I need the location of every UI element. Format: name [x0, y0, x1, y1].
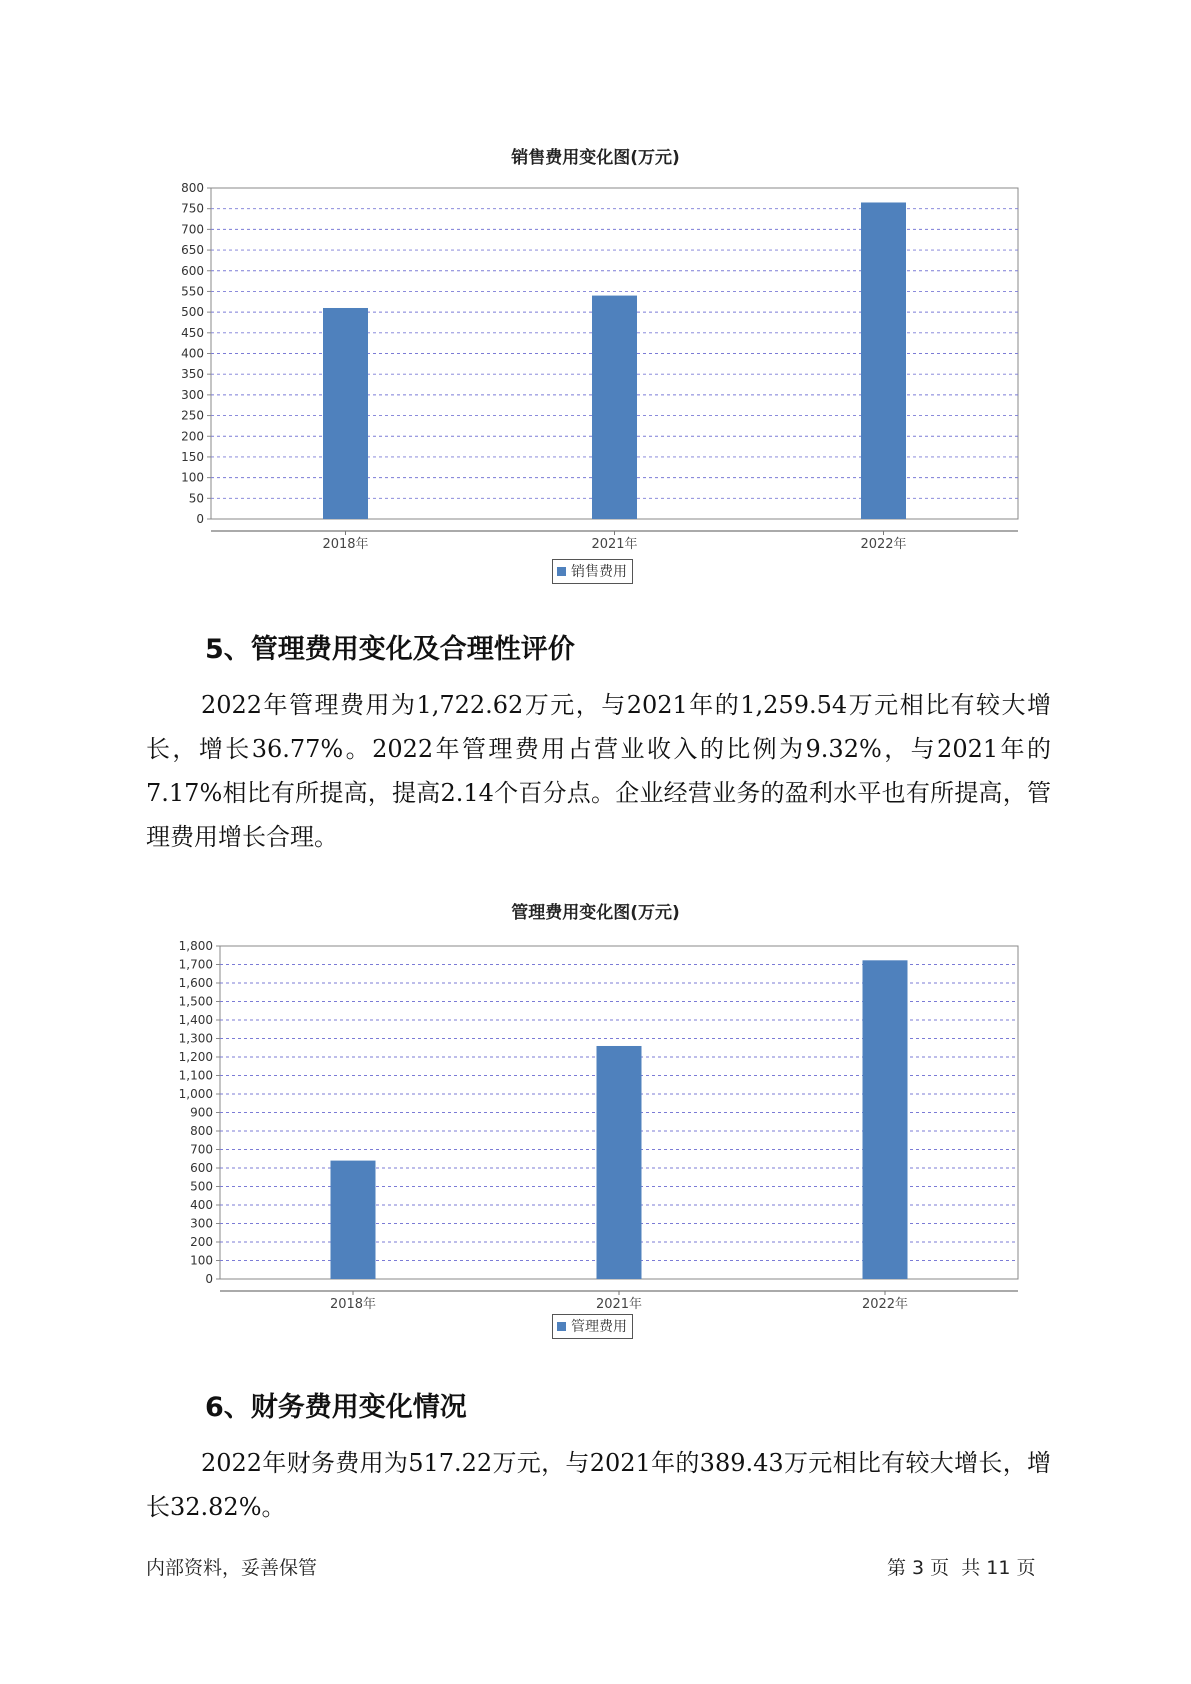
x-tick-label: 2022年 [860, 537, 907, 552]
footer-confidential-note: 内部资料，妥善保管 [146, 1557, 318, 1579]
y-tick-label: 0 [205, 1272, 213, 1286]
footer-page-number: 第 3 页 共 11 页 [887, 1557, 1036, 1579]
y-tick-label: 1,400 [178, 1013, 213, 1027]
legend-label: 管理费用 [571, 1319, 627, 1335]
y-tick-label: 450 [181, 325, 204, 340]
y-tick-label: 300 [181, 387, 204, 402]
legend-label: 销售费用 [571, 564, 627, 580]
y-tick-label: 500 [190, 1179, 213, 1194]
y-tick-label: 700 [181, 222, 204, 237]
y-tick-label: 1,600 [178, 976, 213, 990]
y-tick-label: 1,300 [178, 1031, 213, 1046]
admin-chart-legend [552, 1314, 633, 1339]
y-tick-label: 500 [181, 305, 204, 320]
y-tick-label: 100 [181, 470, 204, 485]
y-tick-label: 400 [181, 346, 204, 361]
y-tick-label: 200 [190, 1235, 213, 1249]
section-6-paragraph: 2022年财务费用为517.22万元，与2021年的389.43万元相比有较大增长，增长32.82%。 [146, 1449, 1051, 1521]
y-tick-label: 1,100 [178, 1068, 213, 1083]
y-tick-label: 900 [190, 1105, 213, 1120]
y-tick-label: 400 [190, 1198, 213, 1212]
y-tick-label: 200 [181, 429, 204, 444]
section-5-paragraph: 2022年管理费用为1,722.62万元，与2021年的1,259.54万元相比有较大增长，增长36.77%。2022年管理费用占营业收入的比例为9.32%，与2021年的7.17%相比有所提高，提高2.14个百分点。企业经营业务的盈利水平也有所提高，管理费用增长合理。 [146, 691, 1051, 851]
x-tick-label: 2021年 [591, 537, 638, 552]
y-tick-label: 150 [181, 449, 204, 464]
bar [331, 1161, 376, 1279]
y-tick-label: 700 [190, 1142, 213, 1157]
y-tick-label: 50 [188, 491, 204, 506]
y-tick-label: 800 [181, 181, 204, 195]
section-6-heading: 6、财务费用变化情况 [205, 1392, 467, 1423]
y-tick-label: 1,700 [178, 957, 213, 972]
y-tick-label: 750 [181, 201, 204, 216]
y-tick-label: 550 [181, 284, 204, 299]
x-tick-label: 2022年 [861, 1297, 909, 1312]
admin-chart-title: 管理费用变化图(万元) [511, 903, 680, 923]
y-tick-label: 0 [196, 512, 204, 526]
y-tick-label: 800 [190, 1124, 213, 1138]
y-tick-label: 1,200 [178, 1050, 213, 1064]
y-tick-label: 250 [181, 408, 204, 423]
x-tick-label: 2018年 [322, 537, 369, 552]
x-tick-label: 2021年 [595, 1297, 643, 1312]
section-5-heading: 5、管理费用变化及合理性评价 [205, 634, 575, 665]
sales-chart-title: 销售费用变化图(万元) [511, 148, 680, 168]
y-tick-label: 100 [190, 1253, 213, 1268]
y-tick-label: 600 [190, 1161, 213, 1175]
x-tick-label: 2018年 [329, 1297, 377, 1312]
y-tick-label: 1,000 [178, 1087, 213, 1101]
bar [863, 960, 908, 1279]
y-tick-label: 600 [181, 263, 204, 278]
y-tick-label: 300 [190, 1216, 213, 1231]
y-tick-label: 350 [181, 367, 204, 382]
legend-swatch [557, 1322, 566, 1331]
bar [597, 1046, 642, 1279]
y-tick-label: 1,500 [178, 994, 213, 1009]
y-tick-label: 650 [181, 243, 204, 258]
y-tick-label: 1,800 [178, 939, 213, 953]
